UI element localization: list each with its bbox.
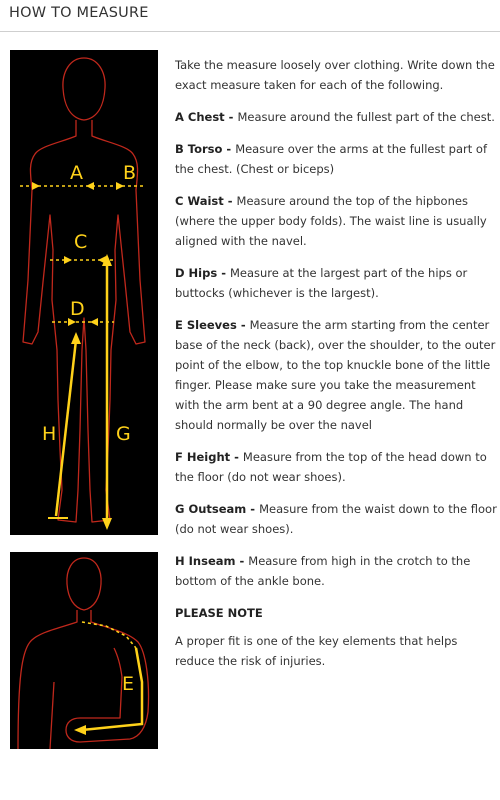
page-title: HOW TO MEASURE	[9, 5, 149, 21]
measure-chest	[175, 107, 497, 127]
intro-paragraph: Take the measure loosely over clothing. Write down the exact measure taken for each of the following.	[175, 58, 495, 92]
measure-torso	[175, 139, 497, 179]
waist-arrow-left	[64, 256, 72, 264]
sleeve-measurement-diagram	[10, 552, 158, 749]
measure-term: C Waist -	[175, 194, 237, 208]
note-heading: PLEASE NOTE	[175, 606, 263, 620]
label-e: E	[122, 673, 135, 695]
measure-term: A Chest -	[175, 110, 238, 124]
label-c: C	[74, 231, 88, 253]
body-measurement-diagram	[10, 50, 158, 535]
measure-term: E Sleeves -	[175, 318, 250, 332]
measure-term: H Inseam -	[175, 554, 249, 568]
inseam-arrow-top	[71, 332, 81, 344]
sleeve-outline	[18, 558, 149, 749]
header-divider	[0, 31, 500, 32]
measure-inseam	[175, 551, 497, 591]
measure-term: G Outseam -	[175, 502, 260, 516]
instructions-column	[175, 55, 497, 683]
hips-arrow-right	[90, 318, 98, 326]
body-outline	[23, 58, 145, 522]
outseam-arrow-bottom	[102, 518, 112, 530]
measure-waist	[175, 191, 497, 251]
measure-desc: Measure over the arms at the fullest part of the chest. (Chest or biceps)	[175, 142, 487, 176]
measure-term: B Torso -	[175, 142, 236, 156]
measure-desc: Measure at the largest part of the hips or buttocks (whichever is the largest).	[175, 266, 468, 300]
measure-desc: Measure around the top of the hipbones (where the upper body folds). The waist line is usually aligned with the navel.	[175, 194, 487, 248]
measure-hips	[175, 263, 497, 303]
measure-desc: Measure from high in the crotch to the bottom of the ankle bone.	[175, 554, 471, 588]
label-b: B	[123, 162, 137, 184]
label-h: H	[42, 423, 57, 445]
label-g: G	[116, 423, 131, 445]
measure-desc: Measure from the waist down to the floor (do not wear shoes).	[175, 502, 497, 536]
measure-outseam	[175, 499, 497, 539]
sleeve-diagram-svg	[10, 552, 158, 749]
sleeve-arrow	[74, 725, 86, 735]
measure-term: D Hips -	[175, 266, 230, 280]
note-text: A proper fit is one of the key elements that helps reduce the risk of injuries.	[175, 634, 458, 668]
measure-desc: Measure the arm starting from the center base of the neck (back), over the shoulder, to the outer point of the elbow, to the top knuckle bone of the little finger. Please make sure you take the measurement with the arm bent at a 90 degree angle. The hand should normally be over the navel	[175, 318, 496, 432]
measure-sleeves	[175, 315, 497, 435]
chest-arrow-left	[32, 182, 40, 190]
label-a: A	[70, 162, 83, 184]
measure-desc: Measure from the top of the head down to the floor (do not wear shoes).	[175, 450, 487, 484]
chest-arrow-mid	[86, 182, 94, 190]
measure-term: F Height -	[175, 450, 243, 464]
body-markers	[20, 162, 146, 530]
body-diagram-svg	[10, 50, 158, 535]
label-d: D	[70, 298, 85, 320]
measure-desc: Measure around the fullest part of the chest.	[237, 110, 495, 124]
measure-height	[175, 447, 497, 487]
